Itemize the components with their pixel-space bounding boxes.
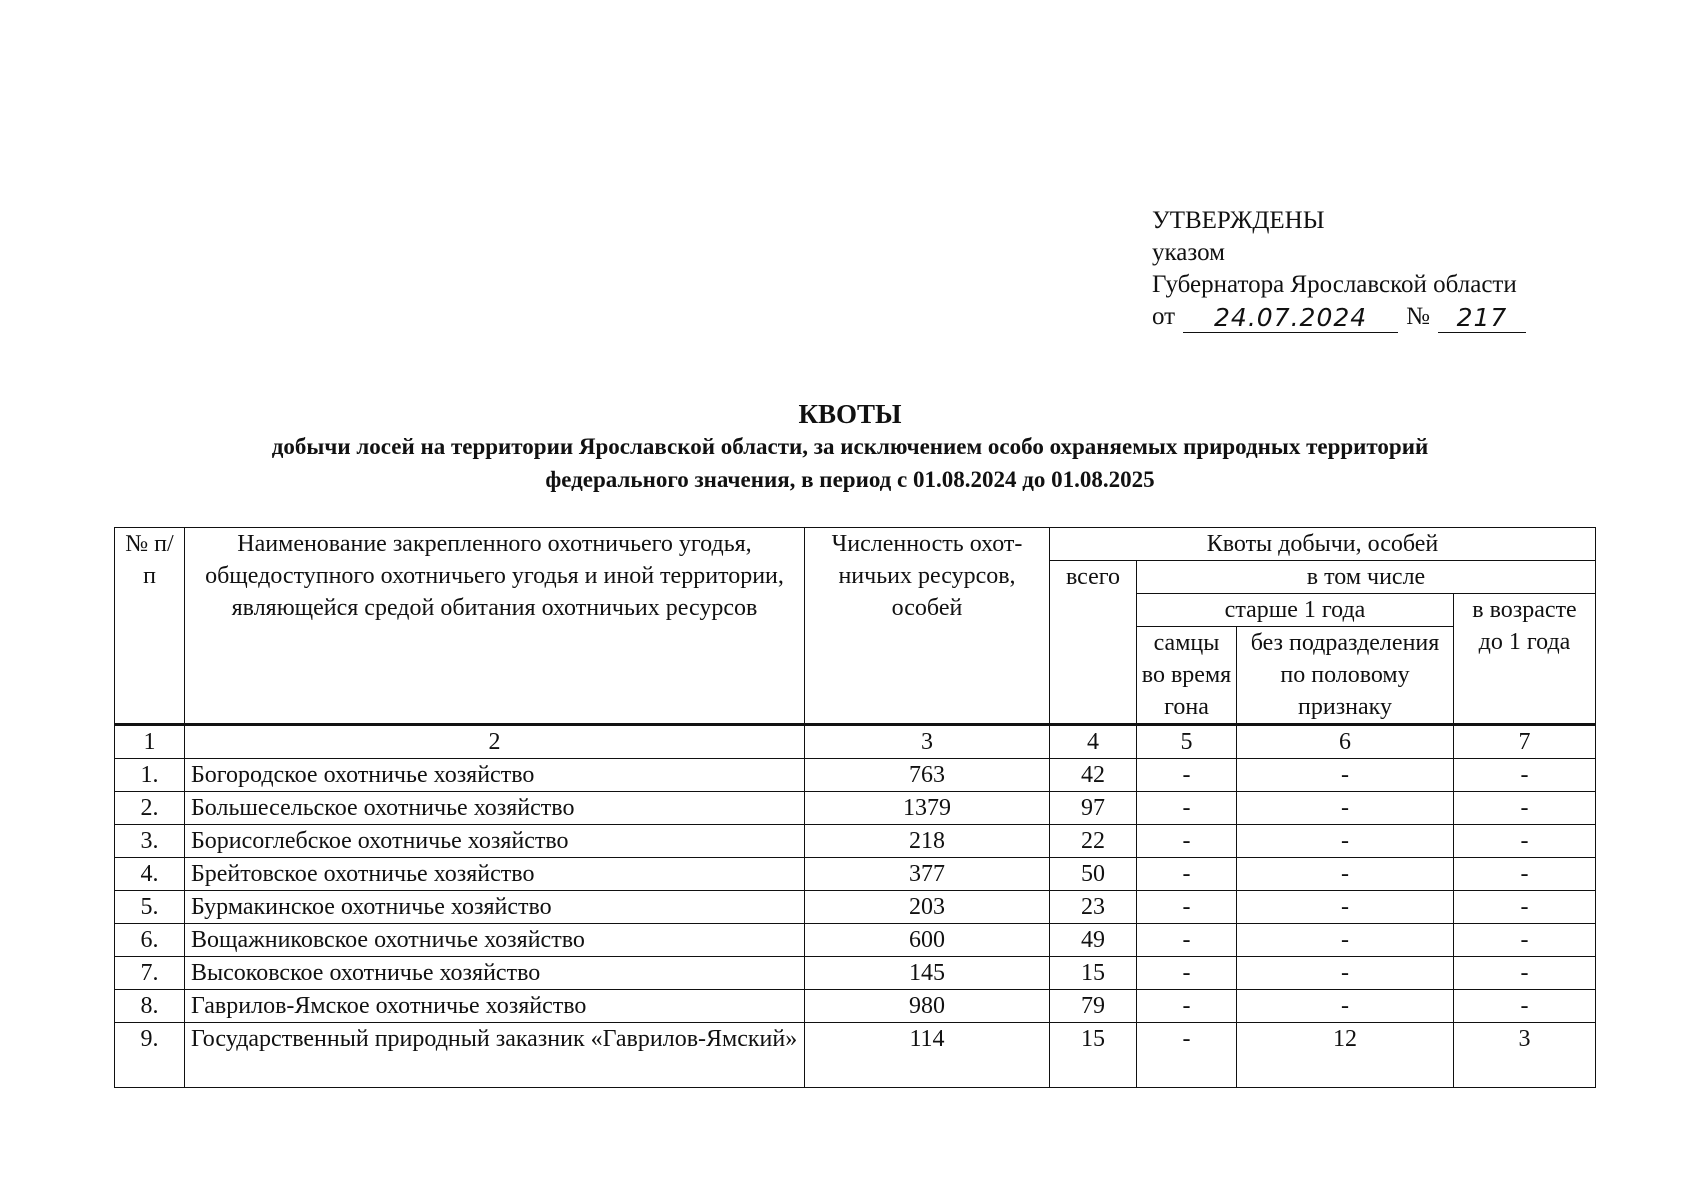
row-number: 6. xyxy=(115,924,185,957)
facility-name: Богородское охотничье хозяйство xyxy=(185,759,805,792)
quota-under-1y: - xyxy=(1454,759,1596,792)
row-number: 4. xyxy=(115,858,185,891)
population-value: 145 xyxy=(805,957,1050,990)
col-number-cell: 2 xyxy=(185,725,805,759)
quota-total: 42 xyxy=(1050,759,1137,792)
table-row xyxy=(115,1023,1596,1088)
header-including: в том числе xyxy=(1137,561,1596,594)
quota-under-1y: - xyxy=(1454,891,1596,924)
population-value: 1379 xyxy=(805,792,1050,825)
facility-name: Бурмакинское охотничье хозяйство xyxy=(185,891,805,924)
quota-total: 49 xyxy=(1050,924,1137,957)
header-num: № п/п xyxy=(115,528,185,725)
quota-total: 15 xyxy=(1050,957,1137,990)
quota-males-rut: - xyxy=(1137,759,1237,792)
row-number: 3. xyxy=(115,825,185,858)
facility-name: Борисоглебское охотничье хозяйство xyxy=(185,825,805,858)
quota-total: 79 xyxy=(1050,990,1137,1023)
quota-total: 22 xyxy=(1050,825,1137,858)
facility-name: Гаврилов-Ямское охотничье хозяйство xyxy=(185,990,805,1023)
quota-males-rut: - xyxy=(1137,792,1237,825)
approval-block xyxy=(1152,205,1526,333)
title-main: КВОТЫ xyxy=(798,399,902,429)
approval-date-row xyxy=(1152,301,1526,333)
quota-males-rut: - xyxy=(1137,924,1237,957)
handwritten-number: 217 xyxy=(1438,304,1526,333)
quota-under-1y: 3 xyxy=(1454,1023,1596,1088)
population-value: 600 xyxy=(805,924,1050,957)
quota-no-sex: - xyxy=(1237,759,1454,792)
row-number: 1. xyxy=(115,759,185,792)
quota-no-sex: - xyxy=(1237,792,1454,825)
quota-under-1y: - xyxy=(1454,858,1596,891)
quota-under-1y: - xyxy=(1454,792,1596,825)
quota-under-1y: - xyxy=(1454,990,1596,1023)
quota-no-sex: - xyxy=(1237,990,1454,1023)
col-number-cell: 5 xyxy=(1137,725,1237,759)
row-number: 7. xyxy=(115,957,185,990)
quota-males-rut: - xyxy=(1137,858,1237,891)
quota-no-sex: 12 xyxy=(1237,1023,1454,1088)
col-number-cell: 7 xyxy=(1454,725,1596,759)
quota-males-rut: - xyxy=(1137,891,1237,924)
quota-no-sex: - xyxy=(1237,891,1454,924)
col-number-cell: 3 xyxy=(805,725,1050,759)
approval-line-governor: Губернатора Ярославской области xyxy=(1152,271,1517,298)
quota-total: 23 xyxy=(1050,891,1137,924)
approval-heading: УТВЕРЖДЕНЫ xyxy=(1152,207,1325,234)
quota-males-rut: - xyxy=(1137,825,1237,858)
table-row xyxy=(115,792,1596,825)
facility-name: Высоковское охотничье хозяйство xyxy=(185,957,805,990)
quota-total: 50 xyxy=(1050,858,1137,891)
population-value: 763 xyxy=(805,759,1050,792)
from-label: от xyxy=(1152,303,1176,330)
quota-total: 97 xyxy=(1050,792,1137,825)
quota-males-rut: - xyxy=(1137,1023,1237,1088)
quota-total: 15 xyxy=(1050,1023,1137,1088)
facility-name: Большесельское охотничье хозяйство xyxy=(185,792,805,825)
table-body xyxy=(115,725,1596,1088)
population-value: 980 xyxy=(805,990,1050,1023)
table-row xyxy=(115,759,1596,792)
header-males-rut: самцы во время гона xyxy=(1137,627,1237,725)
document-title xyxy=(100,398,1600,496)
row-number: 5. xyxy=(115,891,185,924)
col-number-cell: 1 xyxy=(115,725,185,759)
table-row xyxy=(115,891,1596,924)
facility-name: Вощажниковское охотничье хозяйство xyxy=(185,924,805,957)
row-number: 9. xyxy=(115,1023,185,1088)
table-row xyxy=(115,825,1596,858)
table-row xyxy=(115,924,1596,957)
title-sub-line-2: федерального значения, в период с 01.08.2024 до 01.08.2025 xyxy=(545,467,1155,492)
quota-under-1y: - xyxy=(1454,957,1596,990)
header-population: Численность охот-ничьих ресурсов, особей xyxy=(805,528,1050,725)
row-number: 8. xyxy=(115,990,185,1023)
population-value: 377 xyxy=(805,858,1050,891)
column-number-row xyxy=(115,725,1596,759)
quota-males-rut: - xyxy=(1137,957,1237,990)
quota-under-1y: - xyxy=(1454,825,1596,858)
population-value: 203 xyxy=(805,891,1050,924)
header-quota-group: Квоты добычи, особей xyxy=(1050,528,1596,561)
table-row xyxy=(115,957,1596,990)
quota-no-sex: - xyxy=(1237,858,1454,891)
approval-line-decree: указом xyxy=(1152,239,1225,266)
row-number: 2. xyxy=(115,792,185,825)
header-total: всего xyxy=(1050,561,1137,725)
quota-no-sex: - xyxy=(1237,825,1454,858)
header-no-sex: без подразделения по половому признаку xyxy=(1237,627,1454,725)
table-row xyxy=(115,990,1596,1023)
facility-name: Брейтовское охотничье хозяйство xyxy=(185,858,805,891)
number-label: № xyxy=(1406,303,1430,330)
header-older-1y: старше 1 года xyxy=(1137,594,1454,627)
col-number-cell: 4 xyxy=(1050,725,1137,759)
quota-males-rut: - xyxy=(1137,990,1237,1023)
quota-table xyxy=(114,527,1596,1088)
col-number-cell: 6 xyxy=(1237,725,1454,759)
header-under-1y: в возрасте до 1 года xyxy=(1454,594,1596,725)
population-value: 114 xyxy=(805,1023,1050,1088)
header-name: Наименование закрепленного охотничьего угодья, общедоступного охотничьего угодья и иной территории, являющейся средой обитания охотничьих ресурсов xyxy=(185,528,805,725)
table-row xyxy=(115,858,1596,891)
quota-under-1y: - xyxy=(1454,924,1596,957)
population-value: 218 xyxy=(805,825,1050,858)
title-sub-line-1: добычи лосей на территории Ярославской области, за исключением особо охраняемых природных территорий xyxy=(271,434,1429,459)
quota-no-sex: - xyxy=(1237,957,1454,990)
facility-name: Государственный природный заказник «Гаврилов-Ямский» xyxy=(185,1023,805,1088)
quota-no-sex: - xyxy=(1237,924,1454,957)
handwritten-date: 24.07.2024 xyxy=(1183,304,1398,333)
